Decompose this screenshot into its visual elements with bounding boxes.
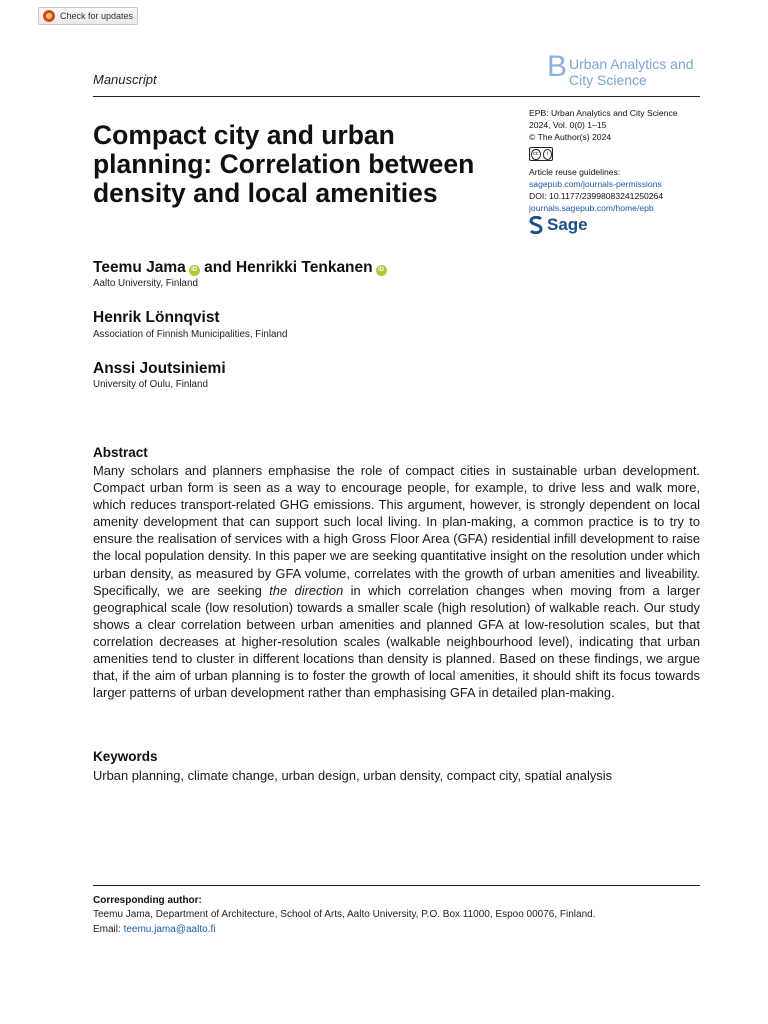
- author-name[interactable]: and Henrikki Tenkanen: [204, 259, 373, 276]
- journal-name: EPB: Urban Analytics and City Science: [529, 108, 678, 118]
- journal-home-link[interactable]: journals.sagepub.com/home/epb: [529, 203, 654, 213]
- volume-info: 2024, Vol. 0(0) 1–15: [529, 120, 607, 130]
- header-divider: [93, 96, 700, 97]
- journal-logo-line2: City Science: [569, 72, 647, 88]
- doi[interactable]: DOI: 10.1177/23998083241250264: [529, 191, 664, 201]
- cc-by-icon[interactable]: cc i: [529, 147, 553, 161]
- journal-logo-line1: Urban Analytics and: [569, 56, 694, 72]
- reuse-link[interactable]: sagepub.com/journals-permissions: [529, 179, 662, 189]
- author-name[interactable]: Anssi Joutsiniemi: [93, 360, 226, 377]
- sage-s-icon: [529, 216, 543, 234]
- corresponding-author-email-line: [93, 924, 215, 935]
- crossmark-icon: [43, 10, 55, 22]
- check-for-updates-label: Check for updates: [60, 11, 134, 21]
- article-title: Compact city and urban planning: Correlation between density and local amenities: [93, 120, 475, 208]
- reuse-label: Article reuse guidelines:: [529, 167, 621, 177]
- abstract-text: [93, 462, 700, 701]
- author-line-1: [93, 259, 387, 277]
- affiliation: Aalto University, Finland: [93, 278, 198, 289]
- author-name[interactable]: Henrik Lönnqvist: [93, 309, 220, 326]
- abstract-part-2: in which correlation changes when moving from a larger geographical scale (low resolution) towards a smaller scale (high resolution) of walkable reach. Our study shows a clear correlation between urban amenities and planned GFA at low-resolution scales, but that correlation decreases at higher-resolution scales (walkable neighbourhood level), indicating that urban amenities tend to cluster in different locations than density is planned. Based on these findings, we argue that, if the aim of urban planning is to foster the growth of local amenities, it should shift its focus towards larger patterns of urban development rather than emphasising GFA in detailed plan-making.: [93, 582, 700, 701]
- abstract-italic: the direction: [269, 582, 344, 598]
- affiliation: Association of Finnish Municipalities, Finland: [93, 329, 288, 340]
- journal-logo-text: [569, 56, 694, 88]
- abstract-heading: Abstract: [93, 445, 148, 460]
- abstract-part-1: Many scholars and planners emphasise the role of compact cities in sustainable urban development. Compact urban form is seen as a way to encourage people, for example, to drive less and walk more, which reduces transport-related GHG emissions. This argument, however, is strongly dependent on local amenity development that can support such local living. In plan-making, a common practice is to try to ensure the realisation of services with a high Gross Floor Area (GFA) residential infill development to raise the local population density. In this paper we are seeking quantitative insight on the resolution under which urban density, as measured by GFA volume, correlates with the growth of urban amenities and liveability. Specifically, we are seeking: [93, 463, 700, 598]
- email-label: Email:: [93, 924, 121, 935]
- journal-logo-icon: B: [547, 50, 568, 83]
- section-label: Manuscript: [93, 72, 157, 87]
- footer-divider: [93, 885, 700, 886]
- corresponding-author-address: Teemu Jama, Department of Architecture, School of Arts, Aalto University, P.O. Box 11000, Espoo 00076, Finland.: [93, 909, 596, 920]
- author-name[interactable]: Teemu Jama: [93, 259, 186, 276]
- affiliation: University of Oulu, Finland: [93, 379, 208, 390]
- publisher-logo[interactable]: [529, 215, 588, 235]
- email-link[interactable]: teemu.jama@aalto.fi: [123, 924, 216, 935]
- keywords-heading: Keywords: [93, 749, 158, 764]
- orcid-icon[interactable]: iD: [376, 265, 387, 276]
- check-for-updates-button[interactable]: [38, 7, 138, 25]
- corresponding-author-heading: Corresponding author:: [93, 895, 202, 906]
- publisher-name: Sage: [547, 215, 588, 234]
- keywords-text: Urban planning, climate change, urban design, urban density, compact city, spatial analysis: [93, 768, 613, 783]
- copyright: © The Author(s) 2024: [529, 132, 612, 142]
- orcid-icon[interactable]: iD: [189, 265, 200, 276]
